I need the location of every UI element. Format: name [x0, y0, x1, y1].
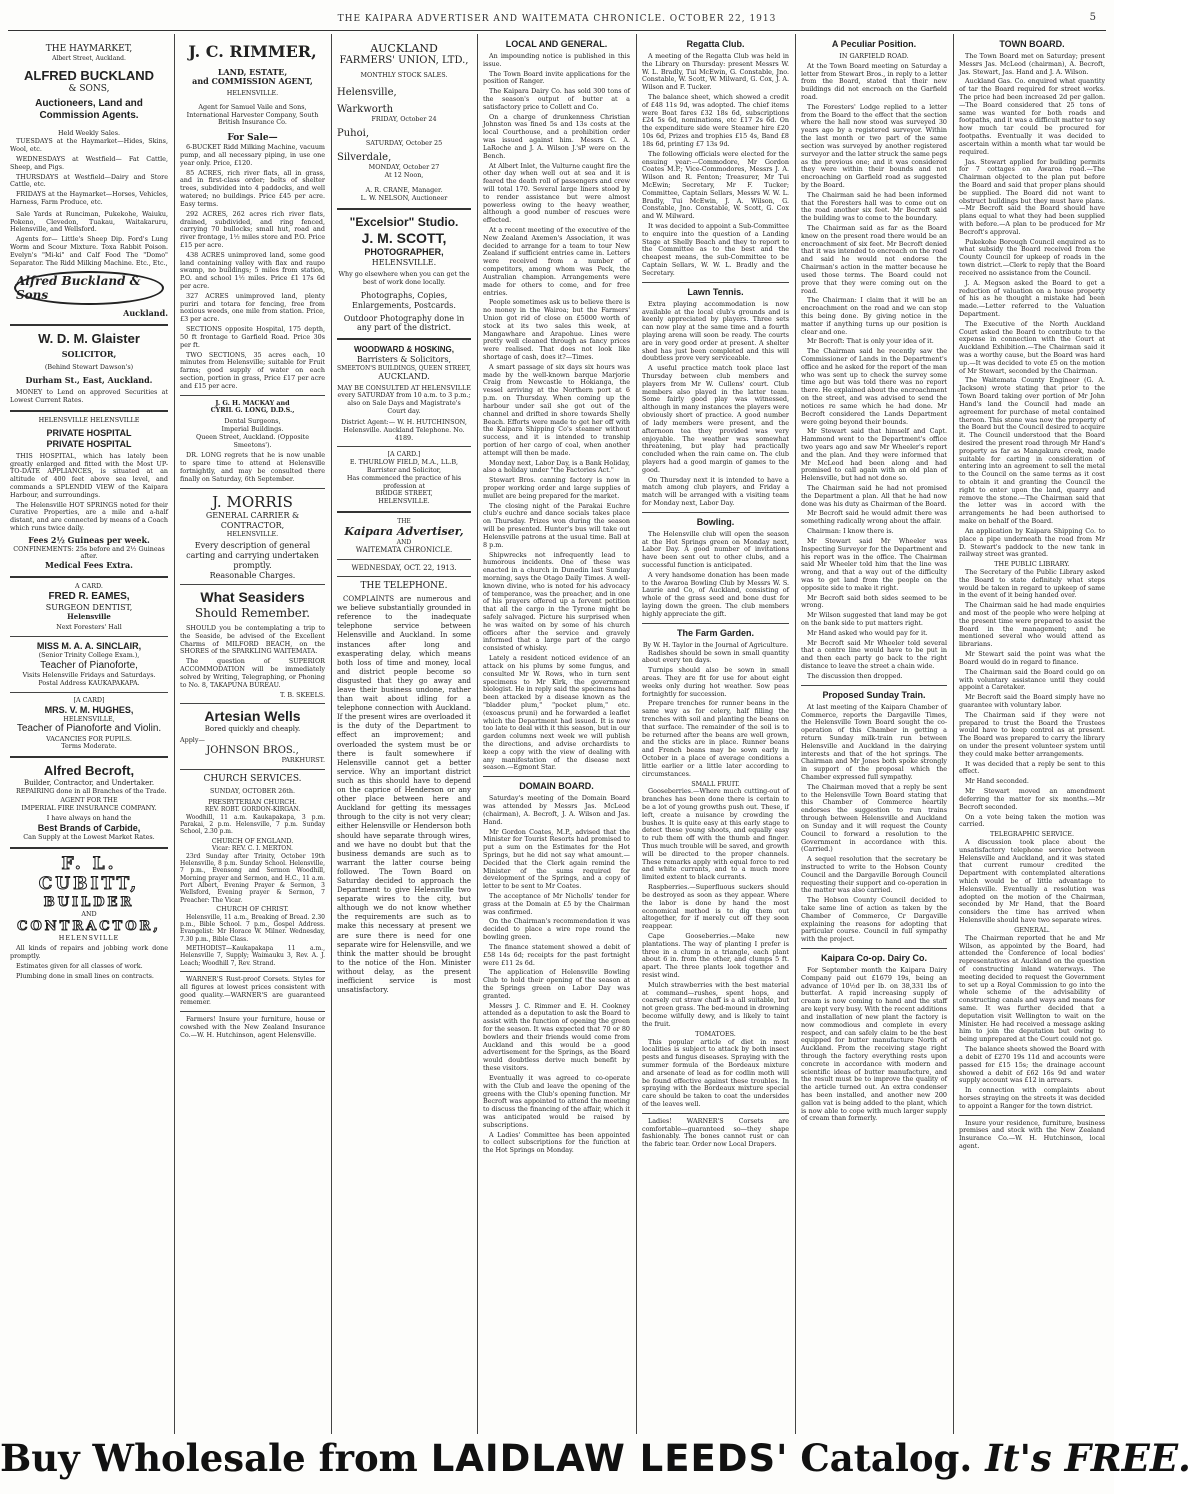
regatta-item: The following officials were elected for the ensuing year:—Commodore, Mr Gordon Coates M.P.; Vice-Commodores, Messrs J. A. Wilson and R. Fenton; Treasurer, Mr Tui McEwin; Secretary, Mr F. Tucker; Committee, Captain Sellars, Messrs W. W. L. Bradly, Tui McEwin, J. A. Wilson, G. Constable, Jno. Constable, W. Scott, G. Cox and W. Milward. — [642, 149, 789, 221]
local-item: People sometimes ask us to believe there is no money in the Wairoa; but the Farmers' Union got rid of close on £5000 worth of stock at its two sales this week, at Mangawhare and Arapohue. Lines were pretty well cleaned through as fancy prices were realised. That does not look like shortage of cash, does it?—Times. — [483, 298, 631, 362]
union-line-3: MONTHLY STOCK SALES. — [360, 70, 448, 79]
sinclair-postal: Postal Address KAUKAPAKAPA. — [38, 678, 140, 687]
tennis-title: Lawn Tennis. — [687, 286, 744, 297]
column-rule — [174, 34, 175, 1434]
mackay-notice: DR. LONG regrets that he is now unable to spare time to attend at Helensville fortnightly, and may be consulted there finally on Saturday, 6th September. — [180, 451, 325, 483]
church-sunday: SUNDAY, OCTOBER 26th. — [210, 786, 295, 795]
becroft-role: Builder, Contractor, and Undertaker. — [23, 778, 155, 787]
local-item: At Albert Inlet, the Vulturne caught fire the other day when well out at sea and it is feared the death roll of passengers and crew will total 170. Several large liners stood by to render assistance but were almost powerless owing to the heavy weather, although a good number of rescues were effected. — [483, 161, 630, 225]
scott-town: HELENSVILLE. — [371, 257, 437, 267]
column-rule — [477, 34, 478, 1434]
peculiar-item: The Chairman said as far as the Board knew on the present road there would be an encroachment of six feet. Mr Becroft denied that it was intended to encroach on the road and said he would not endorse the Chairman's action in the matter because he used those terms. The Board could not prove that they were coming out on the road. — [801, 224, 947, 295]
town-board-item: Mr Becroft said the Board simply have no guarantee with voluntary labor. — [959, 693, 1105, 709]
cubitt-town: HELENSVILLE — [58, 933, 120, 942]
column-rule — [795, 34, 796, 1434]
sale-puhoi: Puhoi, — [337, 127, 370, 139]
peculiar-item: The Chairman said he had been informed that the Foresters hall was to come out on the road another six feet. Mr Becroft said the building was to come to the boundary. — [801, 190, 947, 223]
paper-and: AND — [396, 538, 412, 546]
woodward-name: WOODWARD & HOSKING, — [354, 345, 454, 355]
peculiar-item: The Chairman: I claim that it will be an encroachment on the road and we can stop this being done. By giving notice in the matter if anything turns up our position is clear and one. — [801, 296, 947, 336]
regatta-item: A meeting of the Regatta Club was held in the Library on Thursday: present Messrs W. W. L. Bradly, Tui McEwin, G. Constable, Jno. Constable, W. Scott, W. Milward, G. Cox, J. A. Wilson and F. Tucker. — [642, 51, 789, 92]
divider — [337, 511, 471, 513]
haymarket-address: Albert Street, Auckland. — [52, 54, 126, 62]
paper-date: WEDNESDAY, OCT. 22, 1913. — [351, 563, 457, 572]
column-rule — [331, 34, 332, 1434]
banner-part-3: ' Catalog. — [776, 1436, 973, 1480]
tennis-item: Extra playing accommodation is now available at the local club's grounds and is keenly appreciated by players. Three sets can now play at the same time and a fourth playing arena will soon be ready. The courts are in very good order at present. A shelter shed has just been completed and this will doubtless prove very serviceable. — [642, 299, 789, 363]
firm-name: ALFRED BUCKLAND — [24, 68, 154, 84]
sale-ad-5: 327 ACRES unimproved land, plenty puriri and totara for fencing, free from noxious weeds, one mile from station. Price, £3 per acre. — [180, 291, 325, 324]
town-board-item: The Waitemata County Engineer (G. A. Jackson) wrote stating that prior to the Town Board taking over portion of Mr John Hand's land the Council had made an agreement for purchase of metal contained thereon. This stone was now the property of the Board but the Council desired to acquire it. The Council understood that the Board desired the present road through Mr Hand's property as far as Mangakura creek, made suitable for carting in consideration of entering into an agreement to sell the metal to the Council on the same terms as it cost to obtain it and granting the Council the right to enter upon the land, quarry and remove the stone.—The Chairman said that the letter was in accord with the arrangements he had been authorised to make on behalf of the Board. — [959, 376, 1105, 526]
sinclair-sub: (Senior Trinity College Exam.), — [38, 651, 140, 660]
local-item: The Kaipara Dairy Co. has sold 300 tons of the season's output of butter at a satisfactory price to Collett and Co. — [483, 87, 630, 111]
column-3 — [337, 36, 471, 1434]
scott-outdoor: Outdoor Photography done in any part of the district. — [343, 313, 465, 333]
logo-text: Alfred Buckland & Sons — [16, 273, 141, 303]
christ-title: CHURCH OF CHRIST. — [216, 904, 289, 913]
thurlow-practice: Has commenced the practice of his profession at — [346, 473, 462, 490]
glaister-address: Durham St., East, Auckland. — [25, 374, 153, 385]
hospital-title: PRIVATE HOSPITAL — [46, 427, 132, 438]
eames-name: FRED R. EAMES, — [48, 590, 130, 602]
town-board-item: The balance sheets showed the Board with a debit of £270 19s 11d and accounts were passed for £15 15s; the drainage account showed a debit of £62 16s 9d and water supply account was £12 in arrears. — [959, 1045, 1105, 1085]
hughes-vacancies: VACANCIES FOR PUPILS. — [46, 734, 132, 743]
woodward-consulted: MAY BE CONSULTED AT HELENSVILLE every SATURDAY from 10 a.m. to 3 p.m.; also on Sale Days and Magistrate's Court day. — [337, 383, 471, 416]
paper-subtitle: WAITEMATA CHRONICLE. — [355, 546, 453, 555]
library-subhead: THE PUBLIC LIBRARY. — [994, 560, 1070, 569]
morris-role: GENERAL CARRIER & CONTRACTOR, — [205, 511, 300, 530]
town-board-item: The Chairman said the Board could go on with voluntary assistance until they could appoint a Caretaker. — [959, 667, 1105, 692]
divider — [180, 971, 325, 972]
rimmer-agent: Agent for Samuel Vaile and Sons, International Harvester Company, South British Insurance Co. — [186, 102, 319, 127]
divider — [642, 512, 789, 513]
carbide-line-2: Best Brands of Carbide, — [37, 822, 141, 833]
divider — [180, 395, 325, 396]
dairy-item: For September month the Kaipara Dairy Company paid out £1679 19s, being an advance of 10½d per lb. on 38,331 lbs of butterfat. A rapid increasing supply of cream is now coming to hand and the staff are kept very busy. With the recent additions and installation of new plant the factory is now commodious and complete in every respect, and can safely claim to be the best equipped for butter manufacture North of Auckland. From the receiving stage right through the factory everything rests upon concrete in accordance with modern and scientific ideas of butter manufacture, and the result must be to improve the quality of the article turned out. An extra condenser has been installed, and another new 200 gallon vat is being added to the plant, which is now able to cope with much larger supply of cream than formerly. — [801, 966, 947, 1123]
dairy-title: Kaipara Co-op. Dairy Co. — [820, 953, 928, 964]
sale-tuesday: TUESDAYS at the Haymarket—Hides, Skins, Wool, etc. — [10, 137, 168, 154]
town-board-item: The Secretary of the Public Library asked the Board to state definitely what steps would be taken in regard to upkeep of same in the event of it being handed over. — [959, 567, 1105, 600]
seasiders-text-2: The question of SUPERIOR ACCOMMODATION will be immediately solved by Writing, Telegraphing, or Phoning to No. 8, TAKAPUNA BUREAU. — [180, 657, 325, 689]
divider — [180, 488, 325, 489]
garden-item: Gooseberries.—Where much cutting-out of branches has been done there is certain to be a lot of young growths push out. These, if left, create a nuisance by crowding the bushes. It is quite easy at this early stage to detect these young shoots, and equally easy to rub them off with the thumb and finger. Thus much trouble will be saved, and growth will be directed to the proper channels. These remarks apply with equal force to red and white currants, and to a much more limited extent to black currants. — [642, 787, 789, 882]
local-general-title: LOCAL AND GENERAL. — [505, 39, 608, 49]
divider — [959, 1115, 1105, 1116]
christ-times: Helensville, 11 a.m., Breaking of Bread. 2.30 p.m., Bible School. 7 p.m., Gospel Address. Evangelist: Mr Horace W. Milner. Wednesday, 7.30 p.m., Bible Class. — [180, 913, 325, 943]
divider — [10, 847, 168, 849]
peculiar-item: Mr Hand asked who would pay for it. — [807, 628, 928, 637]
garden-item: Raspberries.—Superfluous suckers should be destroyed as soon as they appear. Where the labor is done by hand the most economical method is to dig them out altogether, for if merely cut off they soon reappear. — [642, 883, 789, 931]
woodward-address: SMEETON'S BUILDINGS, QUEEN STREET, — [337, 364, 471, 372]
banner-part-2: LAIDLAW LEEDS — [430, 1437, 777, 1480]
sinclair-name: MISS M. A. A. SINCLAIR, — [36, 641, 142, 652]
peculiar-subtitle: IN GARFIELD ROAD. — [839, 51, 909, 60]
sale-saturday: SATURDAY, October 25 — [365, 138, 443, 147]
seasiders-signature: T. B. SKEELS. — [279, 690, 325, 699]
garden-item: Turnips should also be sown in small areas. They are fit for use for about eight weeks only during hot weather. Sow peas fortnightly for succession. — [642, 666, 789, 698]
local-item: An impounding notice is published in this issue. — [483, 51, 630, 68]
carbide-line-1: I have always on hand the — [46, 813, 132, 822]
banner-part-4: It's FREE. — [985, 1436, 1191, 1480]
eames-role: SURGEON DENTIST, — [45, 603, 133, 613]
seasiders-title: What Seasiders — [200, 589, 305, 606]
sale-ad-2: 85 ACRES, rich river flats, all in grass, and in first-class order; belts of shelter trees, subdivided into 4 paddocks, and well watered; no buildings. Price £45 per acre. Easy terms. — [180, 168, 325, 208]
morris-text: Every description of general carting and carrying undertaken promptly. — [186, 541, 319, 570]
hospital-town: HELENSVILLE HELENSVILLE — [38, 416, 140, 425]
morris-charges: Reasonable Charges. — [209, 570, 296, 580]
warner-ad: Ladies! WARNER'S Corsets are comfortable—guaranteed so—they shape fashionably. The bones cannot rust or can the fabric tear. Order now Local Drapers. — [642, 1116, 789, 1149]
local-item: At a recent meeting of the executive of the New Zealand Axemen's Association, it was decided to arrange for a team to tour New Zealand if sufficient entries came in. Letters were received from a number of competitors, among whom was Peck, the Australian champion. Arrangements were made for others to come, and for free entries. — [483, 226, 630, 297]
sales-heading: Held Weekly Sales. — [57, 129, 120, 138]
sunday-train-item: The Chairman moved that a reply be sent to the Helensville Town Board stating that this Chamber of Commerce heartily endorses the suggestion to run trains through between Helensville and Auckland on Sunday and it will request the County Council to forward a resolution to the Government in accordance with this. (Carried.) — [801, 782, 947, 854]
sunday-train-item: The Hobson County Council decided to take same line of action as taken by the Chamber of Commerce, Cr Dargaville explaining the reasons for adopting that particular course. Council in full sympathy with the project. — [801, 896, 947, 944]
union-auctioneer: L. W. NELSON, Auctioneer — [360, 194, 448, 203]
cubitt-name: F. L. CUBITT, — [38, 853, 140, 895]
for-sale-heading: For Sale— — [227, 133, 278, 144]
town-board-item: The Chairman reported that he and Mr Wilson, as appointed by the Board, had attended the Conference of local bodies' representatives at Auckland on the question of constructing inland waterways. The meeting decided to request the Government to set up a Royal Commission to go into the whole scheme of the advisability of constructing canals and ways and means for same. It was further decided that a deputation visit Wellington to wait on the Minister. He had received a message asking him to join the deputation but owing to being unprepared at the Court could not go. — [959, 933, 1105, 1044]
sale-ad-3: 292 ACRES, 262 acres rich river flats, drained, subdivided, and ring fenced, carrying 70 bullocks; small hut, road and river frontage, 1½ miles store and P.O. Price £15 per acre. — [180, 209, 325, 249]
town-board-item: Mr Stewart moved an amendment deferring the matter for six months.—Mr Becroft seconded. — [959, 787, 1105, 811]
cubitt-contractor: CONTRACTOR, — [17, 918, 161, 934]
hughes-card: [A CARD] — [73, 695, 105, 704]
domain-item: Saturday's meeting of the Domain Board was attended by Messrs Jas. McLeod (chairman), A. Becroft, J. A. Wilson and Jas. Hand. — [483, 794, 630, 826]
garden-item: Radishes should be sown in small quantity about every ten days. — [642, 648, 789, 665]
town-board-item: The Chairman said if they were not prepared to trust the Board the Trustees would have to keep control as at present. The Board was prepared to carry the library on under the present volunteer system until they could make better arrangements. — [959, 710, 1105, 758]
tennis-item: On Thursday next it is intended to have a match among club players, and Friday a match will be arranged with a visiting team for Monday next, Labor Day. — [642, 475, 789, 507]
divider — [642, 1113, 789, 1114]
town-board-item: The Executive of the North Auckland Court asked the Board to contribute to the expense in connection with the Court at Auckland Exhibition.—The Chairman said it was a worthy cause, but the Board was hard up.—It was decided to vote £5 on the motion of Mr Stewart, seconded by the Chairman. — [959, 319, 1105, 375]
sale-noon: At 12 Noon, — [384, 170, 424, 179]
sale-ad-7: TWO SECTIONS, 35 acres each, 10 minutes from Helensville; suitable for Fruit farms; good supply of water on each section, portion in grass, Price £17 per acre and £15 per acre. — [180, 350, 325, 390]
mackay-line-4: Imperial Buildings. — [221, 425, 284, 434]
hospital-fees: Fees 2½ Guineas per week. — [28, 534, 150, 545]
regatta-item: It was decided to appoint a Sub-Committee to enquire into the question of a Landing Stage at Shelly Beach and they to report to the Committee as to the best and the cheapest means, the sub-Committee to be Captain Sellars, W. W. L. Bradly and the Secretary. — [642, 222, 789, 277]
garden-item: Cape Gooseberries.—Make new plantations. The way of planting I prefer is three in a clump in a triangle, each plant about 6 in. from the other, and clumps 5 ft. apart. The three plants look together and resist wind. — [642, 931, 789, 979]
rimmer-role: LAND, ESTATE, — [217, 66, 288, 77]
paper-title: Kaipara Advertiser, — [344, 525, 464, 539]
town-board-item: A discussion took place about the unsatisfactory telephone service between Helensville and Auckland, and it was stated that current rumour credited the Department with contemplated alterations which would be of little advantage to Helensville. Eventually a resolution was adopted on the motion of the Chairman, seconded by Mr Hand, that the Board considers the time has arrived when Helensville should have two separate wires. — [959, 837, 1105, 925]
sale-monday: MONDAY, October 27 — [368, 162, 440, 171]
town-board-item: In connection with complaints about horses straying on the streets it was decided to appoint a Ranger for the town district. — [959, 1086, 1105, 1110]
peculiar-item: The Foresters' Lodge replied to a letter from the Board to the effect that the section where the hall now stood was surveyed 30 years ago by a registered surveyor. Within the last month or two part of the same section was surveyed by another registered surveyor and the latter struck the same pegs as the previous one; and it was considered they were within their bounds and not encroaching on Garfield road as suggested by the Board. — [801, 102, 947, 189]
thurlow-role: Barrister and Solicitor, — [366, 465, 442, 474]
town-board-item: J. A. Megson asked the Board to get a reduction of valuation on a house property of his as he thought a mistake had been made.—Letter referred to the Valuation Department. — [959, 278, 1105, 318]
town-board-title: TOWN BOARD. — [999, 39, 1065, 49]
scott-text: Why go elsewhere when you can get the best of work done locally. — [338, 270, 470, 287]
telegraphic-subhead: TELEGRAPHIC SERVICE. — [989, 830, 1075, 839]
domain-item: The finance statement showed a debit of £58 14s 6d; receipts for the past fortnight were £11 2s 6d. — [483, 942, 630, 967]
cubitt-text-1: All kinds of repairs and jobbing work done promptly. — [10, 944, 168, 961]
divider — [180, 584, 325, 585]
presby-title: PRESBYTERIAN CHURCH. — [208, 797, 297, 806]
peculiar-item: Chairman: I know there is. — [807, 527, 894, 536]
mackay-line-2: CYRIL G. LONG, D.D.S., — [210, 406, 295, 415]
methodist-times: METHODIST—Kaukapakapa 11 a.m., Helensville 7, Supply; Waimauku 3, Rev. A. J. Leach; Woodhill 7, Rev. Strand. — [180, 945, 325, 967]
glaister-money: MONEY to Lend on approved Securities at Lowest Current Rates. — [10, 388, 168, 405]
divider — [337, 338, 471, 340]
divider — [801, 948, 947, 949]
england-title: CHURCH OF ENGLAND. — [211, 836, 294, 845]
artesian-title: Artesian Wells — [204, 708, 301, 725]
warner-ad: WARNER'S Rust-proof Corsets. Styles for all figures at lowest prices consistent with good quality.—WARNER'S are guaranteed rememer. — [180, 974, 325, 1007]
sale-wednesday: WEDNESDAYS at Westfield— Fat Cattle, Sheep, and Pigs. — [10, 154, 168, 171]
thurlow-street: BRIDGE STREET, — [375, 489, 433, 498]
peculiar-item: At the Town Board meeting on Saturday a letter from Stewart Bros., in reply to a letter from the Board, stated that their new buildings did not encroach on the Garfield road. — [801, 61, 947, 102]
becroft-name: Alfred Becroft, — [43, 763, 135, 779]
domain-item: On the Chairman's recommendation it was decided to place a wire rope round the bowling green. — [483, 917, 630, 942]
sale-warkworth: Warkworth — [337, 103, 394, 115]
peculiar-item: Mr Becroft said he would admit there was something radically wrong about the affair. — [801, 509, 947, 526]
divider — [10, 576, 168, 578]
town-board-item: Mr Hand seconded. — [965, 777, 1029, 786]
local-item: Monday next, Labor Day, is a Bank Holiday, also a holiday under "the Factories Act." — [483, 458, 630, 475]
scott-photos: Photographs, Copies, Enlargements, Postcards. — [352, 291, 456, 310]
town-board-item: Jas. Stewart applied for building permits for 7 cottages on Awaroa road.—The Chairman objected to the plan put before the Board and said that proper plans should be supplied. The Board did not want to obstruct buildings but they must have plans.—Mr Becroft said the Board should have plans equal to what they had been supplied with before.—A plan to be produced for Mr Becroft's approval. — [959, 157, 1105, 236]
england-times: 23rd Sunday after Trinity, October 19th Helensville, 8 p.m. Sunday School. Helensville, 7 p.m., Evensong and Sermon Woodhill, Morning prayer and Sermon, and H.C., 11 a.m. Port Albert, Evening Prayer & Sermon, 3 Wellsford, Evening prayer & Sermon, 7 Preacher: The Vicar. — [180, 852, 325, 904]
domain-item: The acceptance of Mr Nicholls' tender for grass at the Domain at £5 by the Chairman was confirmed. — [483, 892, 630, 916]
rimmer-town: HELENSVILLE. — [226, 89, 279, 98]
woodward-city: AUCKLAND. — [378, 371, 430, 381]
divider — [337, 559, 471, 560]
artesian-parkhurst: PARKHURST. — [281, 755, 325, 764]
garden-subhead: SMALL FRUIT. — [691, 779, 740, 788]
local-item: On a charge of drunkenness Christian Johnston was fined 5s and 13s costs at the local Courthouse, and a prohibition order was issued against him. Messrs C. A. LaRoche and J. A. Wilson J.'sP were on the Bench. — [483, 112, 630, 160]
sunday-train-item: At last meeting of the Kaipara Chamber of Commerce, reports the Dargaville Times, the Helensville Town Board sought the co-operation of this Chamber in getting a return Sunday milk-train run between Helensville and Auckland in the dairying interests and that of the hot springs. The Chairman and Mr Jones both spoke strongly in support of the proposal which the Chamber expressed full sympathy. — [801, 702, 947, 781]
england-vicar: Vicar: REV. C. I. MERTON. — [212, 845, 293, 853]
sale-friday: FRIDAYS at the Haymarket—Horses, Vehicles, Harness, Farm Produce, etc. — [10, 190, 168, 206]
regatta-item: The balance sheet, which showed a credit of £48 11s 9d, was adopted. The chief items were Boat fares £32 18s 6d, subscriptions £24 5s 6d, nominations, etc £17 2s 6d. On the expenditure side were Steamer hire £20 10s 6d, Prizes and trophies £15 4s, Band £8 18s 6d, printing £7 13s 9d. — [642, 93, 789, 148]
hughes-teacher: Teacher of Pianoforte and Violin. — [16, 723, 162, 735]
peculiar-item: Mr Becroft said Mr Wheeler told several that a centre line would have to be put in and then each party go back to the right distance to leave the street a chain wide. — [801, 638, 947, 671]
bowling-title: Bowling. — [696, 516, 735, 527]
sale-silverdale: Silverdale, — [337, 151, 392, 163]
laidlaw-leeds-banner — [0, 1436, 1191, 1488]
garden-subhead: TOMATOES. — [695, 1029, 736, 1038]
church-title: CHURCH SERVICES. — [203, 773, 302, 784]
editorial-title: THE TELEPHONE. — [360, 581, 448, 592]
eames-card: A CARD. — [75, 582, 103, 591]
column-4 — [483, 36, 630, 1434]
column-rule — [636, 34, 637, 1434]
agents-list: Agents for— Little's Sheep Dip. Ford's Lung Worm and Scour Mixture. Toxa Rabbit Poison. Evelyn's "Mi-ki" and Calf Food The "Domo" Separator. The Ridd Milking Machine. Etc., Etc., — [10, 235, 168, 267]
peculiar-item: Mr Wilson suggested that land may be got on the bank side to put matters right. — [801, 611, 947, 628]
presby-times: Woodhill, 11 a.m. Kaukapakapa, 3 p.m. Parakai, 2 p.m. Helensville, 7 p.m. Sunday School, 2.30 p.m. — [180, 813, 325, 836]
sale-ad-6: SECTIONS opposite Hospital, 175 depth, 50 ft frontage to Garfield Road. Price 30s per ft. — [180, 325, 325, 349]
local-item: Lately a resident noticed evidence of an attack on his plums by some fungus, and consulted Mr W. Rows, who in turn sent specimens to Mr Kirk, the government biologist. He in reply said the specimens had been attacked by a disease known as the "bladder plum," "pocket plum," etc. (exoascus pruni) and he forwarded a leaflet which the Department had issued. It is now too late to deal with it this season, but in our garden columns next week we will publish the directions, and advise orchardists to keep a copy with the view of dealing with any manifestation of the disease next season.—Egmont Star. — [483, 654, 630, 772]
bowling-item: A very handsome donation has been made to the Awaroa Bowling Club by Messrs W. S. Laurie and Co, of Auckland, consisting of whole of the grass seed and bone dust for laying down the green. The club members highly appreciate the gift. — [642, 570, 789, 618]
thurlow-town: HELENSVILLE. — [378, 497, 430, 506]
buckland-logo — [14, 271, 164, 305]
hughes-name: MRS. V. M. HUGHES, — [44, 704, 134, 715]
domain-board-title: DOMAIN BOARD. — [519, 781, 594, 792]
masthead: THE KAIPARA ADVERTISER AND WAITEMATA CHRONICLE. OCTOBER 22, 1913 — [337, 14, 777, 24]
artesian-text: Bored quickly and cheaply. — [204, 725, 301, 734]
mackay-line-5: Queen Street, Auckland. (Opposite Smeetons'). — [195, 432, 309, 449]
peculiar-item: Mr Stewart said Mr Wheeler was Inspecting Surveyor for the Department and his report was in the office. The Chairman said Mr Wheeler told him that the line was wrong, and that a way out of the difficulty was to get land from the people on the opposite side to make it right. — [801, 536, 947, 592]
peculiar-item: Mr Becroft: That is only your idea of it. — [807, 337, 934, 346]
divider — [10, 324, 168, 326]
rimmer-role-2: and COMMISSION AGENT, — [192, 76, 313, 87]
peculiar-item: The Chairman said he had not promised the Department a plan. All that he had now done was his duty as Chairman of the Board. — [801, 484, 947, 508]
town-board-item: It was decided that a reply be sent to this effect. — [959, 759, 1105, 776]
sunday-train-item: A sequel resolution that the secretary be instructed to write to the Hobson County Council and the Dargaville Borough Council requesting their support and co-operation in the matter was also carried. — [801, 855, 947, 895]
sale-ad-4: 438 ACRES unimproved land, some good land containing valley with flax and raupo swamp, no buildings; 5 miles from station, P.O. and school 1½ miles. Price £1 17s 6d per acre. — [180, 250, 325, 291]
tennis-item: A useful practice match took place last Thursday between club members and players from Mr W. Cullens' court. Club members also played in the latter team. Some fairly good play was witnessed, although in many instances the players were obviously short of practice. A good number of lady members were present, and the afternoon tea they provided was very enjoyable. The weather was somewhat threatening, but play had practically concluded when the rain came on. The club players had a good margin of games to the good. — [642, 364, 789, 474]
artesian-johnson: JOHNSON BROS., — [206, 744, 299, 756]
mackay-line-1: J. G. H. MACKAY and — [215, 398, 290, 407]
peculiar-title: A Peculiar Position. — [831, 39, 917, 49]
morris-name: J. MORRIS — [212, 492, 293, 511]
peculiar-item: The discussion then dropped. — [807, 671, 903, 680]
divider — [337, 576, 471, 577]
morris-town: HELENSVILLE. — [226, 529, 279, 538]
regatta-title: Regatta Club. — [686, 39, 745, 49]
town-board-item: The Chairman said he had made enquiries and most of the people who were helping at the present time were prepared to assist the Board in the management; and he mentioned several who would attend as librarians. — [959, 601, 1105, 649]
scott-name: J. M. SCOTT, — [361, 229, 447, 246]
union-manager: A. R. CRANE, Manager. — [365, 186, 443, 195]
column-7 — [959, 36, 1105, 1434]
paper-the: THE — [397, 518, 411, 526]
scott-role: PHOTOGRAPHER, — [364, 246, 444, 257]
excelsior-title: "Excelsior" Studio. — [349, 215, 459, 230]
eames-town: Helensville — [67, 611, 111, 621]
firm-name-2: & SONS, — [68, 84, 110, 95]
editorial-text: COMPLAINTS are numerous and we believe substantially grounded in reference to the inadequate telephone service between Helensville and Auckland. In some instances after long and exasperating delay, which means both loss of time and money, local and district people become so disgusted that they go away and leave their business undone, rather than wait about idling for a telephone connection with Auckland. If the present wires are overloaded it is the duty of the Department to effect an improvement; and overloaded the system must be or there is fault somewhere if Helensville cannot get a better service. Why an important district such as this should have to depend on the caprice of Henderson or any other place between here and Auckland for getting its messages through to the city is not very clear; either Helensville or Henderson both should have separate through wires, and we have no doubt but that the business demands are such as to warrant the latter course being followed. The Town Board on Saturday decided to approach the Department to give Helensville two separate wires to the city, but although we do not know whether the requirements are such as to make this necessary at present we are sure there is need for one separate wire for Helensville, and we think the matter should be brought to the notice of the Hon. Minister without delay, as the present inefficient service is most unsatisfactory. — [337, 595, 471, 995]
local-item: Stewart Bros. canning factory is now in proper working order and large supplies of mullet are being prepared for the market. — [483, 476, 630, 500]
sale-friday: FRIDAY, October 24 — [371, 114, 437, 123]
divider — [180, 703, 325, 704]
sale-yards: Sale Yards at Runciman, Pukekohe, Waiuku, Pokeno, Clevedon, Tuakau, Waitakaruru, Helensville, and Wellsford. — [10, 209, 168, 234]
sinclair-teacher: Teacher of Pianoforte, — [40, 659, 138, 671]
haymarket-title: THE HAYMARKET, — [45, 44, 133, 54]
town-board-item: Mr Stewart said the point was what the Board would do in regard to finance. — [959, 650, 1105, 666]
glaister-name: W. D. M. Glaister — [38, 331, 140, 347]
sunday-train-title: Proposed Sunday Train. — [822, 689, 926, 700]
divider — [180, 1011, 325, 1012]
column-6 — [801, 36, 947, 1434]
town-board-item: Auckland Gas. Co. enquired what quantity of tar the Board required for street works. The price had been increased 2d per gallon.—The Board considered that 25 tons of same was wanted for both roads and footpaths, and it was a difficult matter to say how much tar could be procured for footpaths. Eventually it was decided to ascertain within a month what tar would be required. — [959, 77, 1105, 156]
seasiders-subtitle: Should Remember. — [194, 606, 311, 621]
divider — [483, 776, 630, 777]
domain-item: The application of Helensville Bowling Club to hold their opening of the season at the Springs green on Labor Day was granted. — [483, 968, 630, 1000]
top-rule — [8, 30, 1106, 31]
bowling-item: The Helensville club will open the season at the Hot Springs green on Monday next, Labor Day. A good number of invitations have been sent out to other clubs, and a successful function is anticipated. — [642, 529, 789, 570]
hughes-terms: Terms Moderate. — [61, 742, 117, 751]
rimmer-name: J. C. RIMMER, — [188, 42, 317, 61]
cubitt-and: AND — [81, 909, 97, 918]
carbide-line-3: Can Supply at the Lowest Market Rates. — [23, 832, 155, 841]
divider — [10, 756, 168, 758]
town-board-item: An application by Kaipara Shipping Co. to place a pipe underneath the road from Mr D. Stewart's paddock to the new tank in railway street was granted. — [959, 526, 1105, 559]
hospital-title-2: PRIVATE HOSPITAL — [46, 438, 132, 449]
glaister-role: SOLICITOR, — [61, 349, 117, 360]
insurance-ad: Insure your residence, furniture, business premises and stock with the New Zealand Insurance Co.—W. H. Hutchinson, local agent. — [959, 1118, 1105, 1151]
town-board-item: Pukekohe Borough Council enquired as to what subsidy the Board received from the County Council for upkeep of roads in the town district.—Clerk to reply that the Board received no assistance from the Council. — [959, 237, 1105, 277]
local-item: The Town Board invite applications for the position of Ranger. — [483, 69, 630, 86]
town-board-item: On a vote being taken the motion was carried. — [959, 812, 1105, 829]
garden-byline: By W. H. Taylor in the Journal of Agriculture. — [642, 640, 789, 649]
domain-item: Eventually it was agreed to co-operate with the Club and leave the opening of the greens with the Club's opening function. Mr Becroft was appointed to attend the meeting to discuss the financing of the affair, which it was anticipated would be raised by subscriptions. — [483, 1073, 630, 1129]
garden-item: Mulch strawberries with the best material at command—rushes, spent hops, and coarsely cut straw chaff is a all suitable, but not green grass. The bed-mound in drowning become wilfully dewy, and is likely to taint the fruit. — [642, 980, 789, 1028]
firm-role: Auctioneers, Land and — [35, 98, 143, 110]
woodward-role: Barristers & Solicitors, — [356, 354, 451, 364]
sale-helensville: Helensville, — [337, 87, 397, 99]
local-item: Shipwrecks not infrequently lead to humorous incidents. One of these was enacted in a church in Dunedin last Sunday morning, says the Otago Daily Times. A well-known divine, who is noted for his advocacy of temperance, was the preacher, and in one of his prayers offered up a fervent petition that all the cargo in the Tyrone might be safely salvaged. Picture his surprised when he was waited on by some of his church officers after the service and gravely informed that a large part of the cargo consisted of whisky. — [483, 550, 630, 653]
glaister-behind: (Behind Stewart Dawson's) — [44, 362, 134, 371]
divider — [642, 623, 789, 624]
cubitt-text-2: Estimates given for all classes of work. — [16, 961, 143, 970]
firm-role-2: Commission Agents. — [39, 110, 139, 122]
garden-title: The Farm Garden. — [676, 627, 755, 638]
divider — [180, 769, 325, 770]
garden-item: Prepare trenches for runner beans in the same way as for celery, half filling the trenches with soil and planting the beans on that surface. The remainder of the soil is to be returned after the beans are well grown, and the sticks are in place. Runner beans and French beans may be sown early in October in a place of average conditions a little earlier or a little later according to circumstances. — [642, 699, 789, 778]
divider — [10, 692, 168, 693]
column-2 — [180, 36, 325, 1434]
hospital-text-2: The Helensville HOT SPRINGS noted for their Curative Properties, are a mile and a-half distant, and are connected by means of a Coach which runs twice daily. — [10, 500, 168, 533]
column-rule — [953, 34, 954, 1434]
cubitt-builder: BUILDER — [43, 895, 135, 911]
presby-rev: REV. ROBT. GORDON-KIRGAN. — [204, 806, 301, 814]
hughes-town: HELENSVILLE, — [63, 714, 115, 723]
cubitt-text-3: Plumbing done in small lines on contracts. — [16, 971, 154, 980]
divider — [10, 410, 168, 412]
domain-item: Mr Gordon Coates, M.P., advised that the Minister for Tourist Resorts had promised to put a sum on the Estimates for the Hot Springs, but he did not say what amount.—Decided that the Clerk again remind the Minister of the sums required for development of the Springs, and a copy of letter to be sent to Mr Coates. — [483, 827, 630, 891]
artesian-apply: Apply— — [180, 735, 205, 744]
divider — [642, 282, 789, 283]
column-5 — [642, 36, 789, 1434]
seasiders-text: SHOULD you be contemplating a trip to the Seaside, be advised of the Excellent Charms of MILFORD BEACH, on the SHORES of the SPARKLING WAITEMATA. — [180, 624, 325, 656]
hospital-medical: Medical Fees Extra. — [45, 560, 133, 571]
thurlow-name: E. THURLOW FIELD, M.A., LL.B, — [349, 458, 459, 467]
column-1 — [10, 36, 168, 1434]
banner-part-1: Buy Wholesale from — [0, 1436, 418, 1480]
mackay-line-3: Dental Surgeons, — [224, 417, 281, 426]
local-item: A smart passage of six days six hours was made by the well-known barque Marjorie Craig from Newcastle to Hokianga, the vessel arriving at the Northern port at 6 p.m. on Thursday. When coming up the harbour under sail she got out of the channel and drifted in shore towards Shelly Beach. Efforts were made to get her off with the Kaipara Shipping Co's steamer without success, and it is intended to tranship portion of her cargo of coal, when another attempt will then be made. — [483, 362, 630, 457]
sale-ad-1: 6-BUCKET Ridd Milking Machine, vacuum pump, and all necessary piping, in use one year only. Price, £120. — [180, 143, 325, 167]
garden-item: This popular article of diet in most localities is subject to attack by both insect pests and fungus diseases. Spraying with the summer formula of the Bordeaux mixture and arsenate of lead as for codlin moth will be found effective against these troubles. In spraying with the Bordeaux mixture special care should be taken to coat the undersides of the leaves well. — [642, 1037, 789, 1108]
divider — [337, 446, 471, 447]
peculiar-item: Mr Becroft said both sides seemed to be wrong. — [801, 593, 947, 610]
becroft-imperial: IMPERIAL FIRE INSURANCE COMPANY. — [21, 804, 157, 813]
town-board-item: The Town Board met on Saturday; present Messrs Jas. McLeod (chairman), A. Becroft, Jas. Stewart, Jas. Hand and J. A. Wilson. — [959, 51, 1105, 76]
divider — [10, 636, 168, 637]
peculiar-item: The Chairman said he recently saw the Commissioner of Lands in the Department's office and he asked for the report of the man who was sent up to check the survey some time ago but was told there was no report there. He explained about the encroachment on the street, and was advised to send the notices re same which he had done. Mr Becroft considered the Lands Department were going beyond their bounds. — [801, 347, 947, 426]
domain-item: A Ladies' Committee has been appointed to collect subscriptions for the function at the Hot Springs on Monday. — [483, 1130, 630, 1155]
farmers-ad: Farmers! Insure your furniture, house or cowshed with the New Zealand Insurance Co.—W. H. Hutchinson, agent Helensville. — [180, 1015, 325, 1039]
peculiar-item: Mr Stewart said that himself and Capt. Hammond went to the Department's office two years ago and saw Mr Wheeler's report and the plan. And they were informed that Mr McLeod had been along and had promised to call again with an old plan of Helensville, but had not done so. — [801, 427, 947, 483]
sale-thursday: THURSDAYS at Westfield—Dairy and Store Cattle, etc. — [10, 172, 168, 189]
domain-item: Messrs J. C. Rimmer and E. H. Cookney attended as a deputation to ask the Board to assist with the function of opening the green for the season. It was expected that 70 or 80 bowlers and their friends would come from Auckland and this would be a good advertisement for the Springs, as the Board would doubtless derive much benefit by these visitors. — [483, 1001, 630, 1073]
woodward-agent: District Agent:— W. H. HUTCHINSON, Helensville. Auckland Telephone. No. 4189. — [341, 417, 467, 442]
general-subhead: GENERAL. — [1014, 925, 1050, 934]
union-line-1: AUCKLAND — [370, 42, 438, 55]
thurlow-card: [A CARD.] — [387, 450, 421, 459]
page-number: 5 — [1089, 12, 1096, 23]
hospital-confinements: CONFINEMENTS: 25s before and 2½ Guineas after. — [13, 544, 165, 561]
divider — [801, 685, 947, 686]
union-line-2: FARMERS' UNION, LTD., — [339, 55, 469, 67]
logo-city: Auckland. — [123, 308, 168, 319]
divider — [337, 208, 471, 210]
eames-address: Next Foresters' Hall — [56, 623, 122, 632]
becroft-agent-for: AGENT FOR THE — [60, 796, 118, 805]
hospital-text: THIS HOSPITAL, which has lately been greatly enlarged and fitted with the Most UP-TO-DATE APPLIANCES, is situated at an altitude of 400 feet above sea level, and commands a SPLENDID VIEW of the Kaipara Harbour, and surroundings. — [10, 451, 168, 499]
sinclair-visits: Visits Helensville Fridays and Saturdays. — [22, 671, 156, 680]
becroft-repairing: REPAIRING done in all Branches of the Trade. — [16, 786, 167, 795]
local-item: The closing night of the Parakai Euchre club's euchre and dance socials takes place on Thursday. Prizes won during the season will be presented. Hunter's bus will take out Helensville patrons at the usual time. Ball at 8 p.m. — [483, 501, 630, 549]
